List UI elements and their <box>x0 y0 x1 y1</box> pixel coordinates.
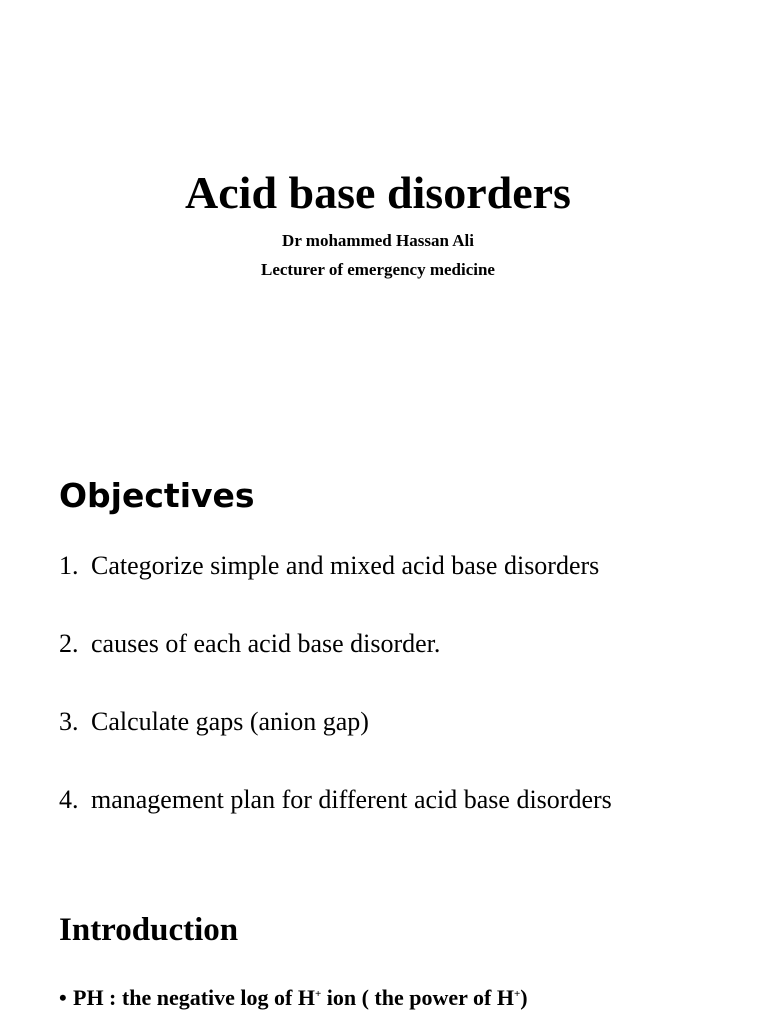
introduction-bullet-item <box>59 982 528 1014</box>
document-title: Acid base disorders <box>185 167 571 218</box>
objective-item <box>59 704 612 782</box>
author-role: Lecturer of emergency medicine <box>261 260 495 279</box>
objective-item <box>59 548 612 626</box>
objective-text: Calculate gaps (anion gap) <box>91 707 369 736</box>
objective-text: Categorize simple and mixed acid base disorders <box>91 551 600 580</box>
objectives-list <box>59 548 612 860</box>
objective-text: management plan for different acid base disorders <box>91 785 612 814</box>
objective-item <box>59 782 612 860</box>
introduction-list <box>59 982 528 1014</box>
objective-number: 3. <box>59 707 79 736</box>
ph-definition-part1: PH : the negative log of H <box>73 985 315 1010</box>
author-name: Dr mohammed Hassan Ali <box>282 231 474 250</box>
objective-text: causes of each acid base disorder. <box>91 629 441 658</box>
bullet-icon: • <box>59 985 67 1010</box>
objective-number: 4. <box>59 785 79 814</box>
ph-definition-part2: ion ( the power of H <box>321 985 514 1010</box>
ph-definition-part3: ) <box>520 985 528 1010</box>
objective-number: 1. <box>59 551 79 580</box>
objectives-heading: Objectives <box>59 476 255 515</box>
introduction-heading: Introduction <box>59 912 239 948</box>
title-slide <box>0 166 756 284</box>
superscript-plus: + <box>513 988 521 1000</box>
objective-item <box>59 626 612 704</box>
objective-number: 2. <box>59 629 79 658</box>
superscript-plus: + <box>314 988 322 1000</box>
